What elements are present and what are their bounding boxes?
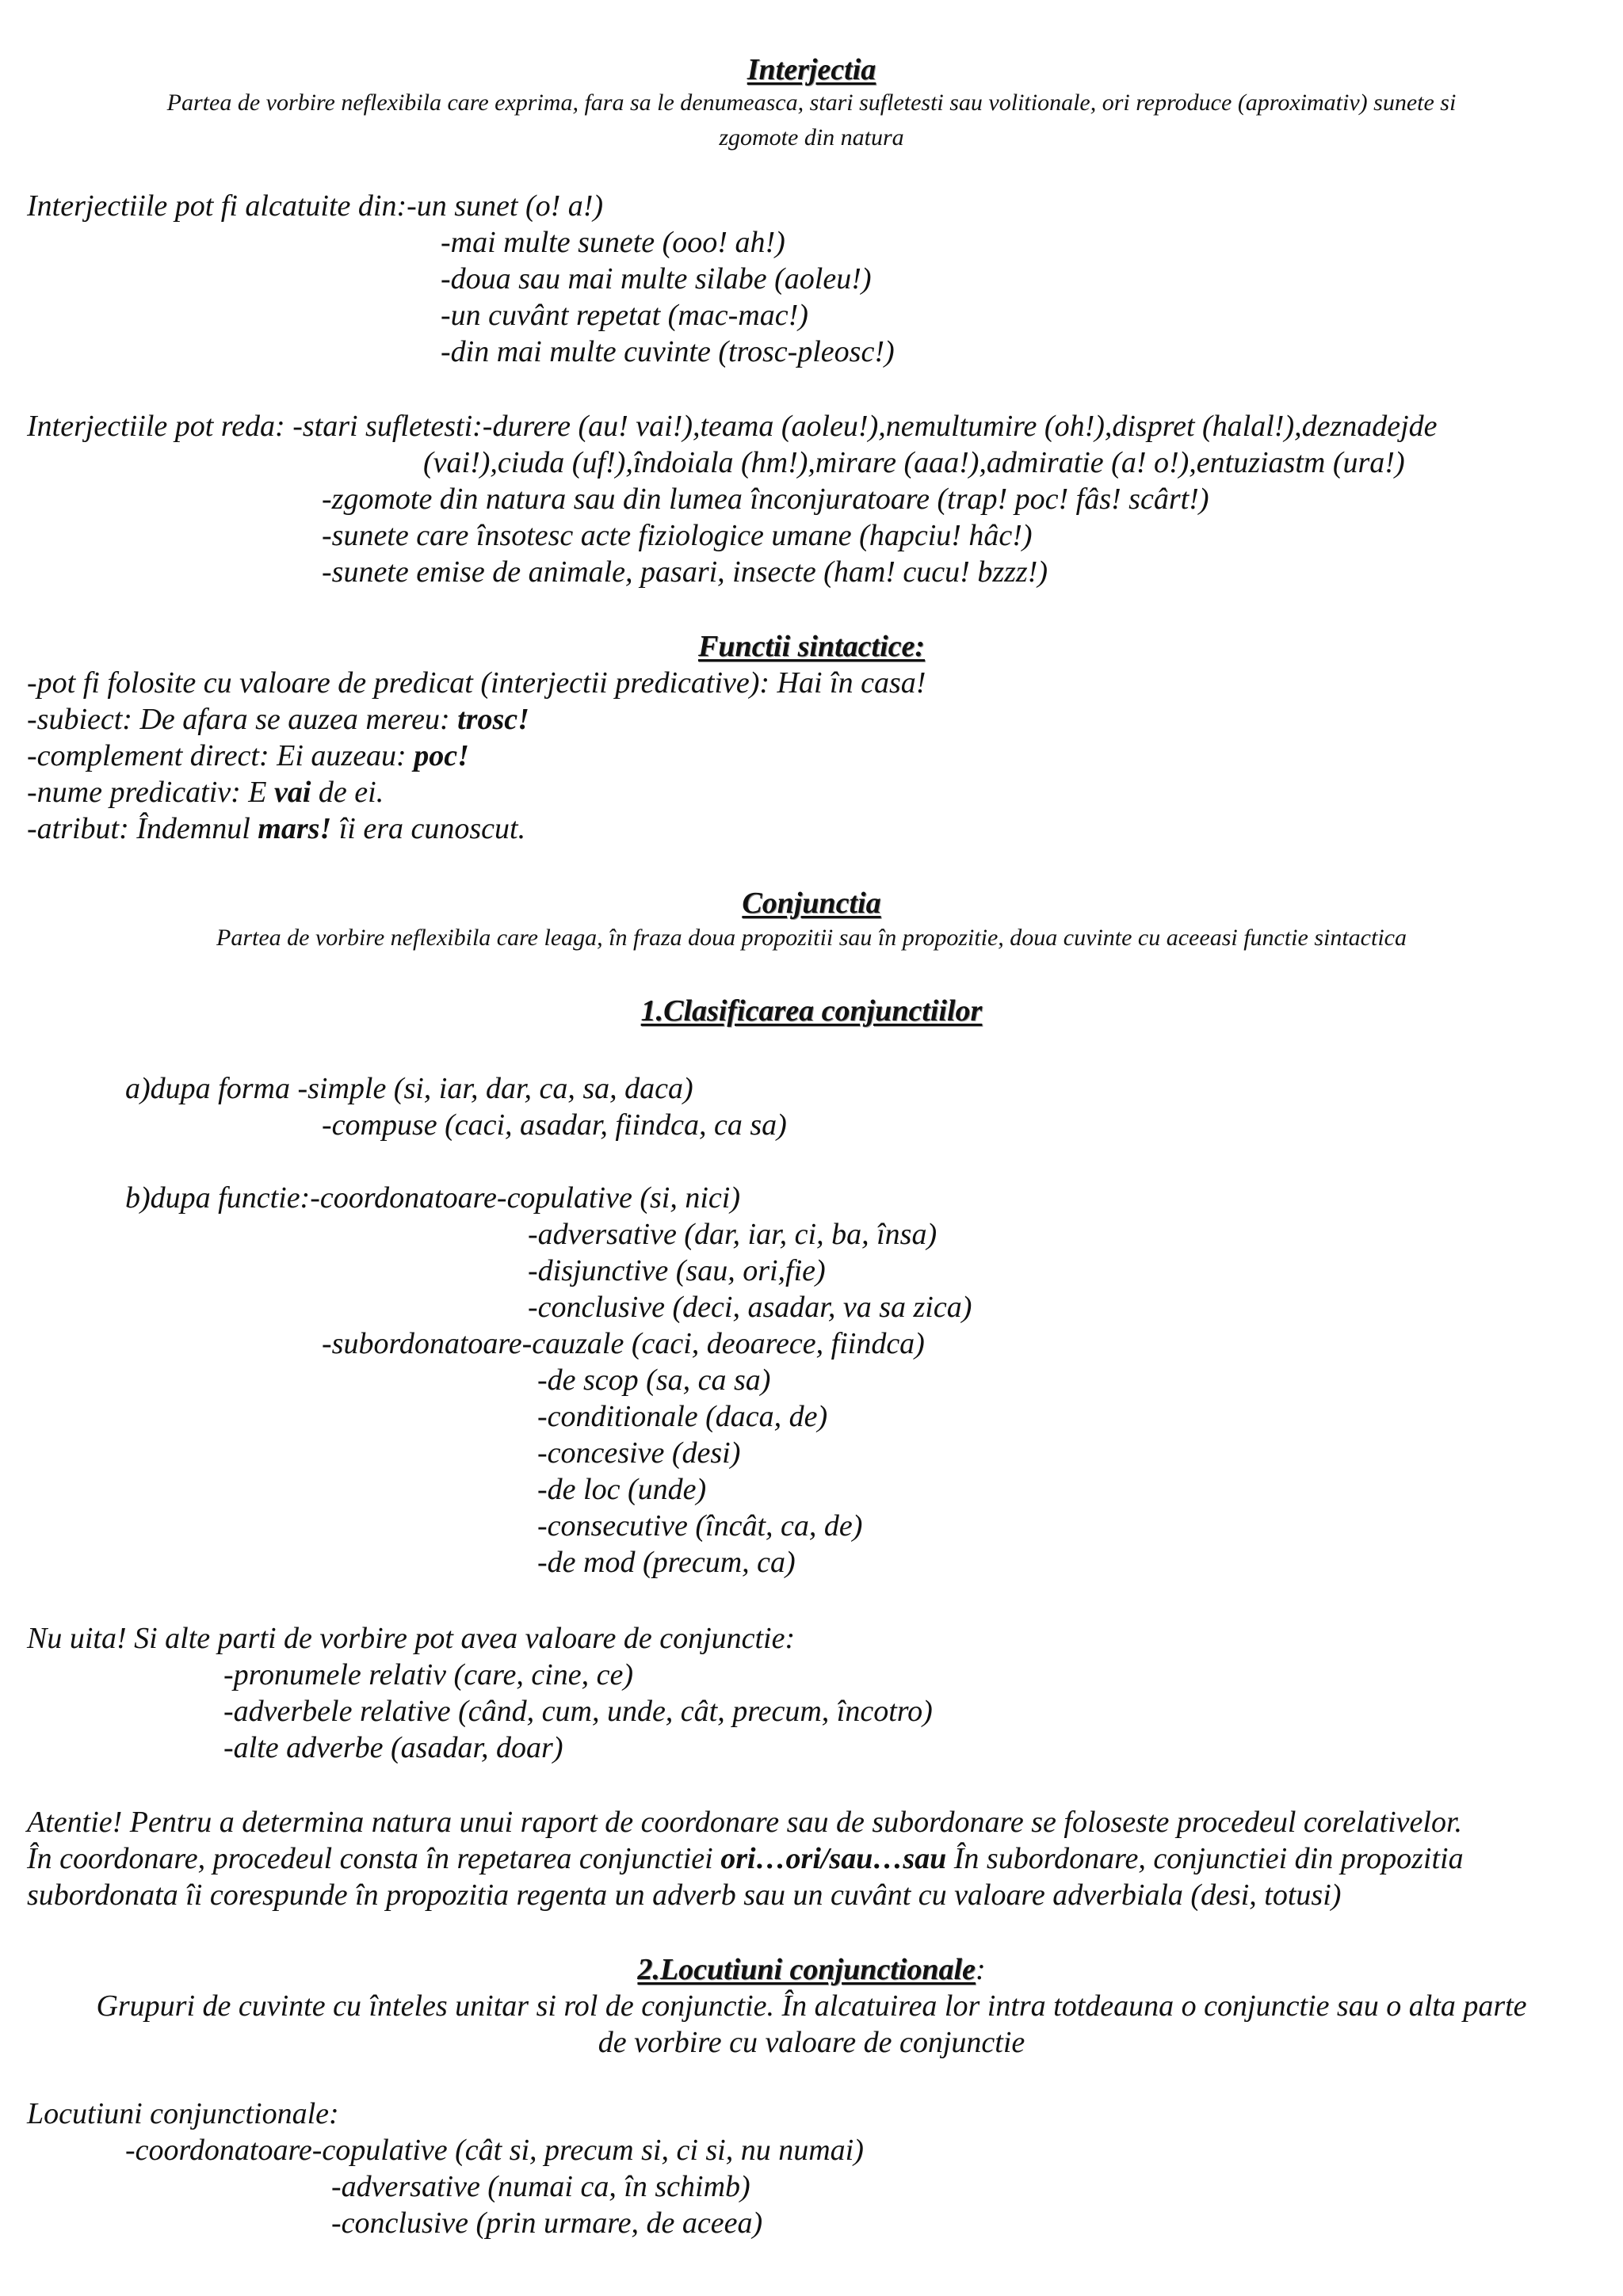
functii-predicat: -pot fi folosite cu valoare de predicat (interjectii predicative): Hai în casa! — [27, 666, 926, 700]
atentie-line-1: Atentie! Pentru a determina natura unui raport de coordonare sau de subordonare se foloseste procedeul corelativelor. — [27, 1806, 1463, 1839]
clasificare-title: 1.Clasificarea conjunctiilor — [640, 994, 983, 1028]
functii-title: Functii sintactice: — [697, 630, 926, 663]
corelative-example: ori…ori/sau…sau — [720, 1842, 947, 1875]
nu-uita-line-4: -alte adverbe (asadar, doar) — [223, 1731, 563, 1764]
nume-predicativ-example: vai — [273, 776, 311, 809]
functie-sub-line-3: -conditionale (daca, de) — [537, 1400, 828, 1433]
interjectia-definition-line-1: Partea de vorbire neflexibila care exprima, fara sa le denumeasca, stari sufletesti sau volitionale, ori reproduce (aproximativ) sunete si — [166, 90, 1457, 116]
locutiuni-definition-line-1: Grupuri de cuvinte cu înteles unitar si rol de conjunctie. În alcatuirea lor intra totdeauna o conjunctie sau o alta parte — [96, 1989, 1527, 2023]
alcatuire-line-4: -un cuvânt repetat (mac-mac!) — [441, 299, 808, 332]
locutiuni-definition-line-2: de vorbire cu valoare de conjunctie — [598, 2026, 1025, 2059]
functie-sub-line-2: -de scop (sa, ca sa) — [537, 1363, 771, 1397]
reda-line-2: (vai!),ciuda (uf!),îndoiala (hm!),mirare (aaa!),admiratie (a! o!),entuziastm (ura!) — [423, 446, 1405, 479]
reda-line-1: Interjectiile pot reda: -stari sufletesti:-durere (au! vai!),teama (aoleu!),nemultumire (oh!),dispret (halal!),deznadejde — [27, 410, 1438, 443]
functie-coord-line-2: -adversative (dar, iar, ci, ba, însa) — [528, 1218, 938, 1251]
interjectia-definition-line-2: zgomote din natura — [719, 124, 904, 151]
locutiuni-line-4: -conclusive (prin urmare, de aceea) — [331, 2206, 763, 2240]
forma-line-1: a)dupa forma -simple (si, iar, dar, ca, sa, daca) — [125, 1072, 693, 1105]
locutiuni-line-3: -adversative (numai ca, în schimb) — [331, 2170, 750, 2203]
functie-sub-line-5: -de loc (unde) — [537, 1473, 707, 1506]
functie-sub-line-4: -concesive (desi) — [537, 1436, 741, 1470]
alcatuire-line-1: Interjectiile pot fi alcatuite din:-un sunet (o! a!) — [27, 189, 604, 223]
functii-nume-predicativ: -nume predicativ: E vai de ei. — [27, 776, 384, 809]
nu-uita-line-1: Nu uita! Si alte parti de vorbire pot avea valoare de conjunctie: — [27, 1622, 796, 1655]
reda-line-3: -zgomote din natura sau din lumea înconjuratoare (trap! poc! fâs! scârt!) — [322, 482, 1209, 516]
complement-direct-example: poc! — [414, 739, 469, 772]
functie-sub-line-1: -subordonatoare-cauzale (caci, deoarece, fiindca) — [322, 1327, 925, 1360]
reda-line-5: -sunete emise de animale, pasari, insecte (ham! cucu! bzzz!) — [322, 555, 1048, 589]
forma-line-2: -compuse (caci, asadar, fiindca, ca sa) — [322, 1108, 787, 1142]
functie-coord-line-4: -conclusive (deci, asadar, va sa zica) — [528, 1291, 972, 1324]
alcatuire-line-2: -mai multe sunete (ooo! ah!) — [441, 226, 785, 259]
alcatuire-line-5: -din mai multe cuvinte (trosc-pleosc!) — [441, 335, 895, 368]
functii-complement-direct: -complement direct: Ei auzeau: poc! — [27, 739, 469, 772]
subiect-example: trosc! — [457, 703, 529, 736]
atribut-example: mars! — [258, 812, 332, 845]
functie-sub-line-7: -de mod (precum, ca) — [537, 1546, 796, 1579]
locutiuni-line-1: Locutiuni conjunctionale: — [27, 2097, 339, 2130]
functii-subiect: -subiect: De afara se auzea mereu: trosc! — [27, 703, 529, 736]
conjunctia-title: Conjunctia — [742, 887, 881, 920]
locutiuni-title: 2.Locutiuni conjunctionale: — [637, 1953, 986, 1986]
reda-line-4: -sunete care însotesc acte fiziologice umane (hapciu! hâc!) — [322, 519, 1033, 552]
nu-uita-line-2: -pronumele relativ (care, cine, ce) — [223, 1658, 633, 1691]
locutiuni-line-2: -coordonatoare-copulative (cât si, precum si, ci si, nu numai) — [125, 2134, 864, 2167]
functie-sub-line-6: -consecutive (încât, ca, de) — [537, 1509, 863, 1543]
functie-coord-line-3: -disjunctive (sau, ori,fie) — [528, 1254, 826, 1287]
functie-coord-line-1: b)dupa functie:-coordonatoare-copulative (si, nici) — [125, 1181, 740, 1215]
nu-uita-line-3: -adverbele relative (când, cum, unde, cât, precum, încotro) — [223, 1695, 933, 1728]
alcatuire-line-3: -doua sau mai multe silabe (aoleu!) — [441, 262, 872, 296]
atentie-line-3: subordonata îi corespunde în propozitia regenta un adverb sau un cuvânt cu valoare adverbiala (desi, totusi) — [27, 1878, 1342, 1912]
conjunctia-definition: Partea de vorbire neflexibila care leaga, în fraza doua propozitii sau în propozitie, doua cuvinte cu aceeasi functie sintactica — [216, 925, 1407, 951]
interjectia-title: Interjectia — [747, 53, 876, 86]
atentie-line-2: În coordonare, procedeul consta în repetarea conjunctiei ori…ori/sau…sau În subordonare, conjunctiei din propozitia — [27, 1842, 1464, 1875]
functii-atribut: -atribut: Îndemnul mars! îi era cunoscut. — [27, 812, 526, 845]
